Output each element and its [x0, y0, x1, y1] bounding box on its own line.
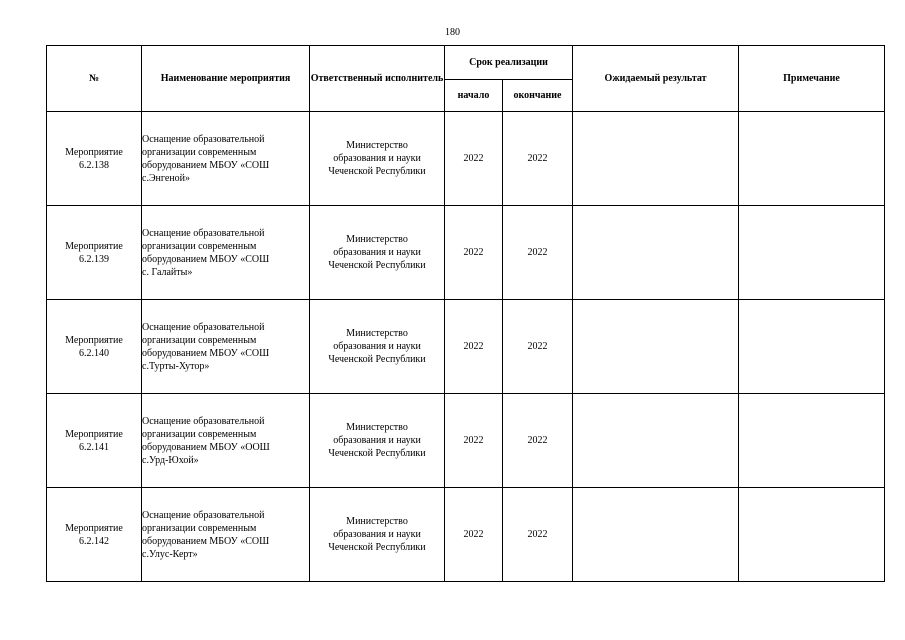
- event-name-line: организации современным: [142, 428, 257, 440]
- event-executor-line: образования и науки: [333, 435, 421, 446]
- event-executor: [310, 394, 445, 488]
- event-name-line: Оснащение образовательной: [142, 415, 265, 427]
- event-name-line: оборудованием МБОУ «СОШ: [142, 347, 270, 359]
- header-num: №: [47, 46, 142, 112]
- event-executor-line: Министерство: [346, 328, 408, 339]
- table-body: [47, 112, 885, 582]
- event-note: [739, 112, 885, 206]
- event-name-line: с.Турты-Хутор»: [142, 360, 210, 372]
- event-executor: [310, 206, 445, 300]
- event-executor-line: Чеченской Республики: [328, 260, 426, 271]
- event-start: 2022: [445, 112, 503, 206]
- event-executor-line: Министерство: [346, 234, 408, 245]
- event-start: 2022: [445, 300, 503, 394]
- event-start: 2022: [445, 206, 503, 300]
- table-row: [47, 206, 885, 300]
- event-number: [47, 112, 142, 206]
- header-executor: Ответственный исполнитель: [310, 46, 445, 112]
- event-executor-line: образования и науки: [333, 247, 421, 258]
- events-table: [46, 45, 885, 582]
- event-name-line: оборудованием МБОУ «ООШ: [142, 441, 270, 453]
- event-start: 2022: [445, 488, 503, 582]
- header-period: Срок реализации: [445, 46, 573, 80]
- event-end: 2022: [503, 488, 573, 582]
- event-name: [142, 394, 310, 488]
- event-number: [47, 488, 142, 582]
- event-number-line: Мероприятие: [65, 334, 123, 346]
- event-executor-line: образования и науки: [333, 153, 421, 164]
- event-end: 2022: [503, 300, 573, 394]
- table-header: [47, 46, 885, 112]
- event-executor: [310, 112, 445, 206]
- event-name-line: оборудованием МБОУ «СОШ: [142, 253, 270, 265]
- event-name: [142, 112, 310, 206]
- table-row: [47, 488, 885, 582]
- page-number: 180: [445, 27, 460, 38]
- header-result: Ожидаемый результат: [573, 46, 739, 112]
- event-name-line: с.Энгеной»: [142, 172, 191, 184]
- event-name-line: организации современным: [142, 240, 257, 252]
- event-executor-line: образования и науки: [333, 341, 421, 352]
- table-row: [47, 300, 885, 394]
- event-number-line: Мероприятие: [65, 522, 123, 534]
- event-executor-line: Чеченской Республики: [328, 448, 426, 459]
- table-row: [47, 112, 885, 206]
- event-end: 2022: [503, 206, 573, 300]
- header-note: Примечание: [739, 46, 885, 112]
- event-number: [47, 394, 142, 488]
- event-result: [573, 300, 739, 394]
- event-note: [739, 394, 885, 488]
- event-executor-line: Чеченской Республики: [328, 166, 426, 177]
- event-result: [573, 112, 739, 206]
- header-name: Наименование мероприятия: [142, 46, 310, 112]
- header-start: начало: [445, 80, 503, 112]
- event-name-line: организации современным: [142, 334, 257, 346]
- event-number: [47, 300, 142, 394]
- event-name-line: организации современным: [142, 522, 257, 534]
- event-executor: [310, 488, 445, 582]
- event-end: 2022: [503, 394, 573, 488]
- event-note: [739, 300, 885, 394]
- event-name-line: с. Галайты»: [142, 266, 193, 278]
- event-note: [739, 488, 885, 582]
- event-executor-line: образования и науки: [333, 529, 421, 540]
- event-name-line: Оснащение образовательной: [142, 321, 265, 333]
- event-result: [573, 394, 739, 488]
- event-number-line: Мероприятие: [65, 240, 123, 252]
- event-name: [142, 488, 310, 582]
- event-name-line: с.Улус-Керт»: [142, 548, 198, 560]
- table-row: [47, 394, 885, 488]
- event-executor-line: Министерство: [346, 140, 408, 151]
- event-executor-line: Министерство: [346, 516, 408, 527]
- event-number-line: 6.2.140: [79, 347, 109, 359]
- event-number-line: 6.2.142: [79, 535, 109, 547]
- event-name: [142, 300, 310, 394]
- event-number: [47, 206, 142, 300]
- event-name-line: организации современным: [142, 146, 257, 158]
- header-end: окончание: [503, 80, 573, 112]
- event-name-line: с.Урд-Юхой»: [142, 454, 199, 466]
- event-number-line: Мероприятие: [65, 146, 123, 158]
- event-executor-line: Министерство: [346, 422, 408, 433]
- event-number-line: 6.2.138: [79, 159, 109, 171]
- event-name-line: Оснащение образовательной: [142, 133, 265, 145]
- event-number-line: 6.2.139: [79, 253, 109, 265]
- event-executor: [310, 300, 445, 394]
- event-result: [573, 206, 739, 300]
- event-result: [573, 488, 739, 582]
- event-name: [142, 206, 310, 300]
- event-number-line: 6.2.141: [79, 441, 109, 453]
- event-name-line: оборудованием МБОУ «СОШ: [142, 159, 270, 171]
- event-name-line: Оснащение образовательной: [142, 227, 265, 239]
- event-name-line: Оснащение образовательной: [142, 509, 265, 521]
- event-executor-line: Чеченской Республики: [328, 354, 426, 365]
- event-end: 2022: [503, 112, 573, 206]
- event-name-line: оборудованием МБОУ «СОШ: [142, 535, 270, 547]
- event-executor-line: Чеченской Республики: [328, 542, 426, 553]
- event-number-line: Мероприятие: [65, 428, 123, 440]
- event-start: 2022: [445, 394, 503, 488]
- event-note: [739, 206, 885, 300]
